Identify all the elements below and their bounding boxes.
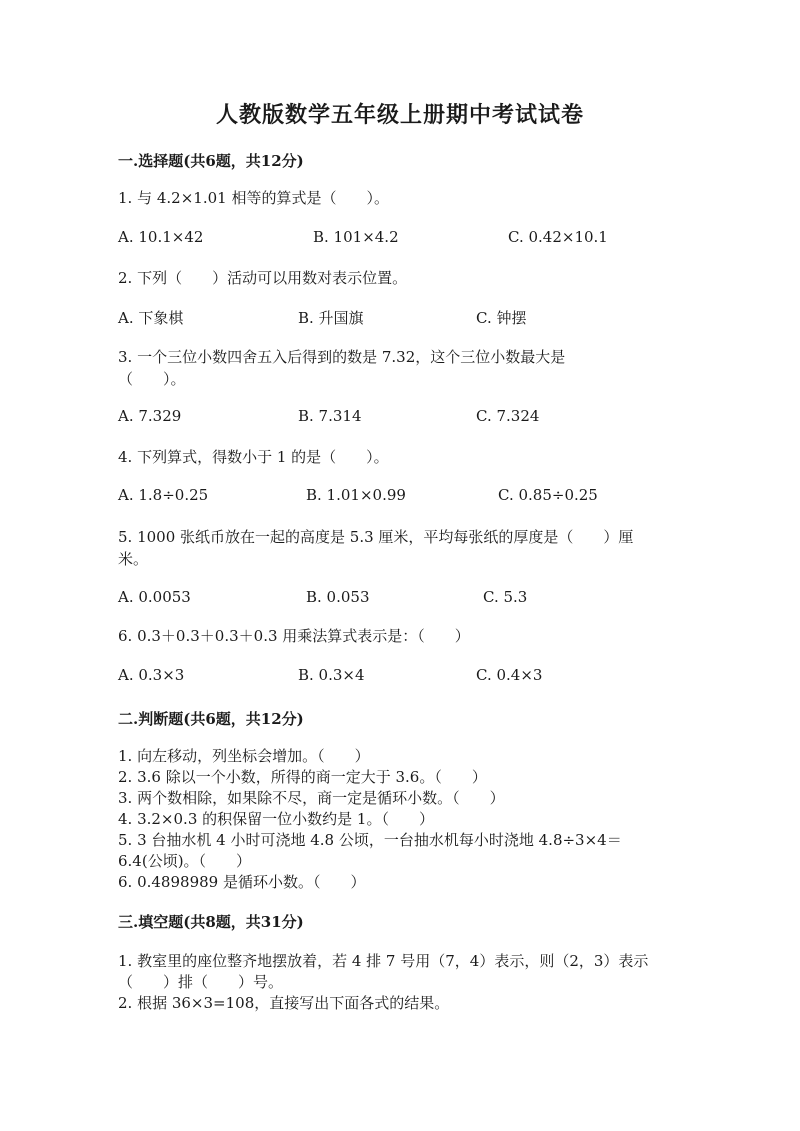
statement-line: 1. 向左移动，列坐标会增加。（ ）: [118, 747, 370, 765]
option-a: A. 7.329: [118, 407, 182, 425]
option-b: B. 0.3×4: [298, 666, 365, 684]
question-text: 2. 下列（ ）活动可以用数对表示位置。: [118, 269, 408, 287]
question-text-line: 2. 根据 36×3=108，直接写出下面各式的结果。: [118, 994, 450, 1012]
question-text: 1. 与 4.2×1.01 相等的算式是（ ）。: [118, 189, 389, 207]
question-text-line: （ ）排（ ）号。: [118, 973, 284, 991]
question-text-line: 米。: [118, 550, 149, 568]
option-c: C. 0.4×3: [476, 666, 543, 684]
page-title: 人教版数学五年级上册期中考试试卷: [215, 102, 584, 128]
option-a: A. 1.8÷0.25: [118, 486, 209, 504]
option-b: B. 0.053: [306, 588, 370, 606]
statement-line: 2. 3.6 除以一个小数，所得的商一定大于 3.6。（ ）: [118, 768, 487, 786]
option-c: C. 钟摆: [476, 309, 527, 327]
question-text: 6. 0.3＋0.3＋0.3＋0.3 用乘法算式表示是：（ ）: [118, 627, 470, 645]
option-b: B. 7.314: [298, 407, 362, 425]
option-c: C. 0.42×10.1: [508, 228, 608, 246]
question-text-line: 1. 教室里的座位整齐地摆放着，若 4 排 7 号用（7，4）表示，则（2，3）表示: [118, 952, 649, 970]
option-a: A. 0.3×3: [118, 666, 185, 684]
statement-line: 3. 两个数相除，如果除不尽，商一定是循环小数。（ ）: [118, 789, 505, 807]
section-heading-fill: 三.填空题(共8题，共31分): [118, 913, 304, 931]
option-a: A. 下象棋: [118, 309, 184, 327]
option-b: B. 1.01×0.99: [306, 486, 406, 504]
option-a: A. 10.1×42: [118, 228, 204, 246]
statement-line: 6. 0.4898989 是循环小数。（ ）: [118, 873, 366, 891]
statement-line: 5. 3 台抽水机 4 小时可浇地 4.8 公顷，一台抽水机每小时浇地 4.8÷3×4＝: [118, 831, 622, 849]
question-text: 4. 下列算式，得数小于 1 的是（ ）。: [118, 448, 389, 466]
statement-line: 4. 3.2×0.3 的积保留一位小数约是 1。（ ）: [118, 810, 434, 828]
question-text-line: 5. 1000 张纸币放在一起的高度是 5.3 厘米，平均每张纸的厚度是（ ）厘: [118, 528, 634, 546]
option-a: A. 0.0053: [118, 588, 191, 606]
option-c: C. 0.85÷0.25: [498, 486, 598, 504]
question-text-line: 3. 一个三位小数四舍五入后得到的数是 7.32，这个三位小数最大是: [118, 348, 566, 366]
option-b: B. 升国旗: [298, 309, 364, 327]
section-heading-choice: 一.选择题(共6题，共12分): [118, 152, 304, 170]
option-c: C. 7.324: [476, 407, 540, 425]
question-text-line: （ ）。: [118, 370, 186, 388]
statement-line: 6.4(公顷)。（ ）: [118, 852, 252, 870]
option-c: C. 5.3: [483, 588, 528, 606]
option-b: B. 101×4.2: [313, 228, 399, 246]
section-heading-judgement: 二.判断题(共6题，共12分): [118, 710, 304, 728]
